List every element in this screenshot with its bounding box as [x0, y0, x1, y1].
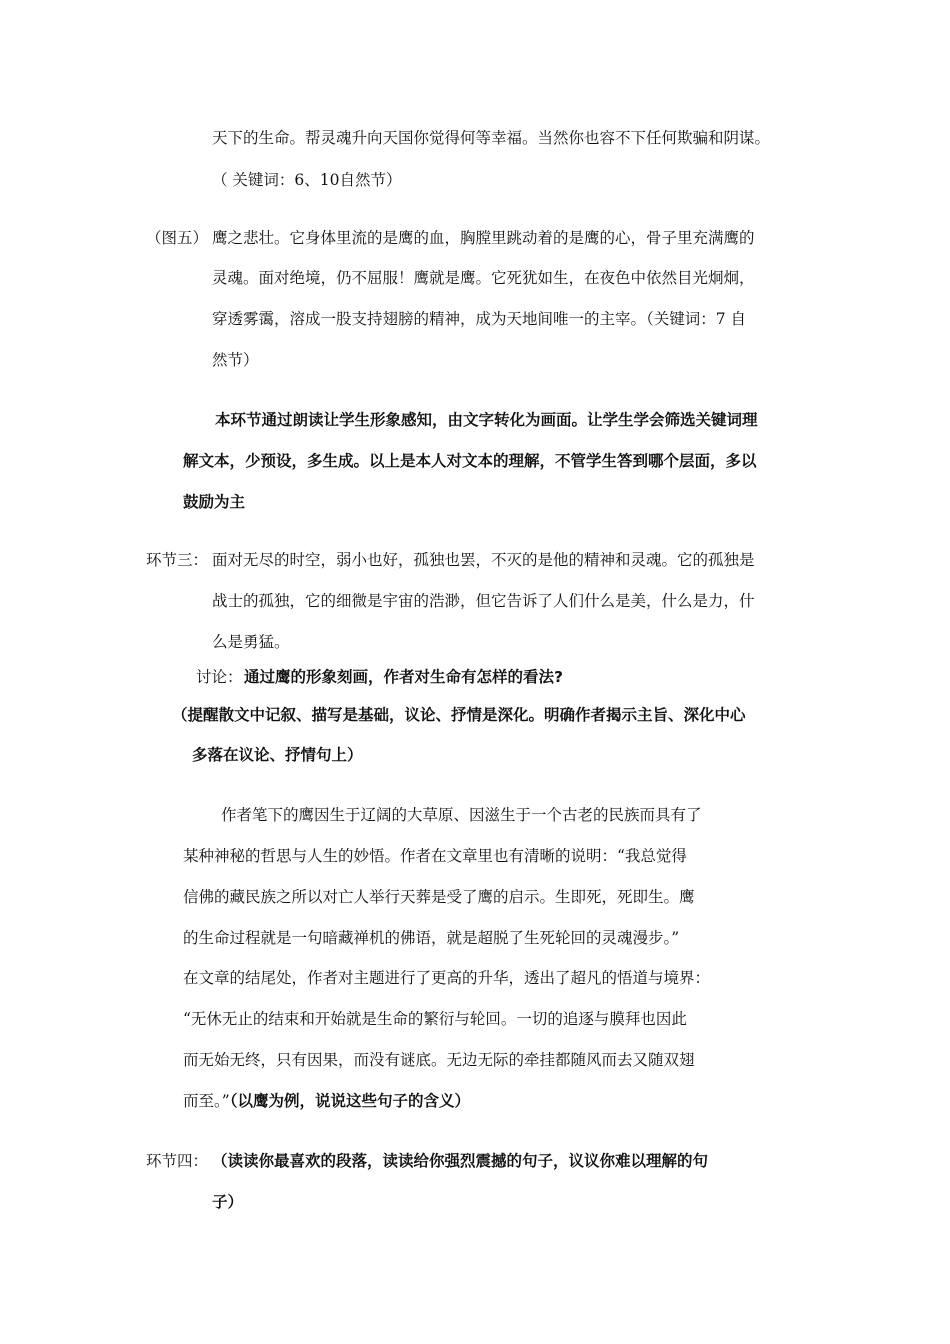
text-line: 天下的生命。帮灵魂升向天国你觉得何等幸福。当然你也容不下任何欺骗和阴谋。 [212, 129, 771, 147]
text-line: 在文章的结尾处，作者对主题进行了更高的升华，透出了超凡的悟道与境界： [183, 969, 711, 987]
text-line: “无休无止的结束和开始就是生命的繁衍与轮回。一切的追逐与膜拜也因此 [183, 1010, 687, 1028]
text-line: 鹰之悲壮。它身体里流的是鹰的血，胸膛里跳动着的是鹰的心，骨子里充满鹰的 [212, 229, 755, 247]
bold-text-line: （提醒散文中记叙、描写是基础，议论、抒情是深化。明确作者揭示主旨、深化中心 [172, 706, 746, 724]
section-label: 环节三： [146, 551, 209, 569]
quote-end: 而至。” [183, 1092, 230, 1110]
text-line: 作者笔下的鹰因生于辽阔的大草原、因滋生于一个古老的民族而具有了 [221, 806, 702, 824]
text-line: 的生命过程就是一句暗藏禅机的佛语，就是超脱了生死轮回的灵魂漫步。” [183, 929, 680, 947]
text-line: 穿透雾霭，溶成一股支持翅膀的精神，成为天地间唯一的主宰。（关键词：7 自 [212, 310, 747, 328]
discussion-label: 讨论： [196, 668, 243, 686]
text-line [183, 1091, 470, 1111]
figure-label: （图五） [146, 229, 209, 247]
section-label: 环节四： [146, 1152, 209, 1170]
text-line: 么是勇猛。 [212, 633, 290, 651]
bold-text-line: 本环节通过朗读让学生形象感知，由文字转化为画面。让学生学会筛选关键词理 [215, 411, 758, 429]
text-line: 战士的孤独，它的细微是宇宙的浩渺，但它告诉了人们什么是美，什么是力，什 [212, 592, 755, 610]
text-line: 然节） [212, 351, 259, 369]
bold-text-line: 解文本，少预设，多生成。以上是本人对文本的理解，不管学生答到哪个层面，多以 [183, 452, 757, 470]
text-line: 某种神秘的哲思与人生的妙悟。作者在文章里也有清晰的说明：“我总觉得 [183, 847, 687, 865]
text-line: （ 关键词：6、10自然节） [212, 171, 402, 189]
prompt-text: （以鹰为例，说说这些句子的含义） [229, 1092, 470, 1110]
bold-text-line: 子） [212, 1193, 244, 1211]
bold-text-line: （读读你最喜欢的段落，读读给你强烈震撼的句子，议议你难以理解的句 [212, 1152, 709, 1170]
text-line: 面对无尽的时空，弱小也好，孤独也罢，不灭的是他的精神和灵魂。它的孤独是 [212, 551, 755, 569]
bold-text-line: 鼓励为主 [183, 493, 246, 511]
bold-text-line: 多落在议论、抒情句上） [192, 746, 363, 764]
text-line: 灵魂。面对绝境，仍不屈服！鹰就是鹰。它死犹如生，在夜色中依然目光炯炯， [212, 269, 755, 287]
text-line: 而无始无终，只有因果，而没有谜底。无边无际的牵挂都随风而去又随双翅 [183, 1051, 695, 1069]
text-line: 信佛的藏民族之所以对亡人举行天葬是受了鹰的启示。生即死，死即生。鹰 [183, 888, 695, 906]
discussion-question: 通过鹰的形象刻画，作者对生命有怎样的看法? [244, 668, 563, 686]
